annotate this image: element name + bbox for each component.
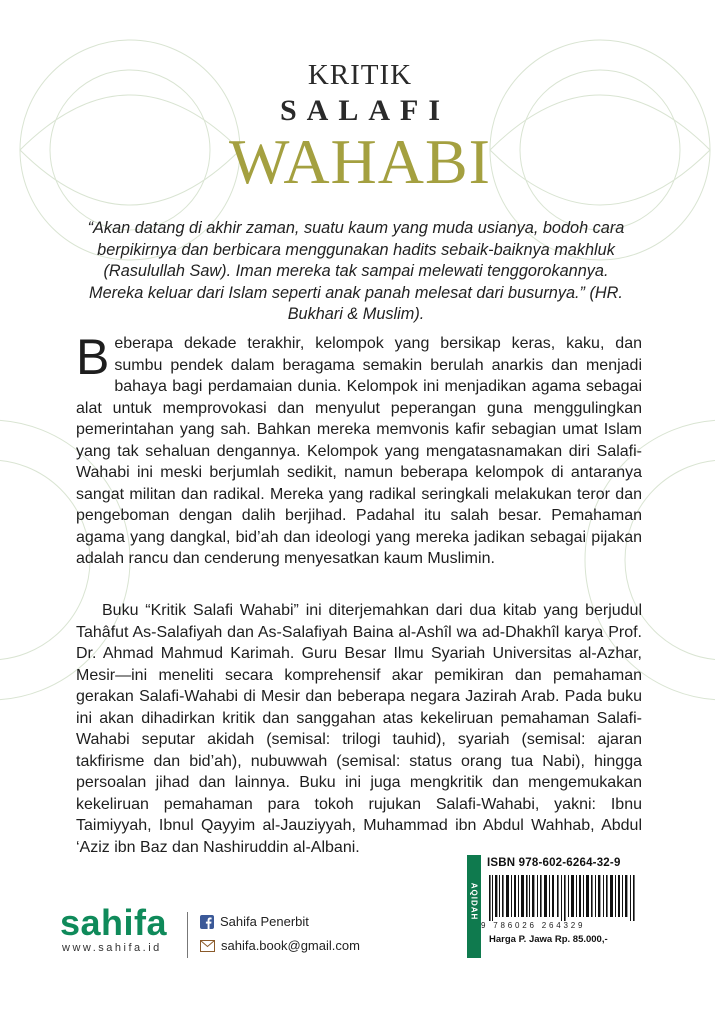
paragraph-1-text: eberapa dekade terakhir, kelompok yang bersikap keras, kaku, dan sumbu pendek dalam beragama semakin berulah anarkis dan menjadi bahaya bagi perdamaian dunia. Kelompok ini menjadikan agama sebagai alat untuk memprovokasi dan menyulut peperangan guna menggulingkan pemerintahan yang sah. Bahkan mereka memvonis kafir sebagian umat Islam yang tak sehaluan dengannya. Kelompok yang mengatasnamakan diri Salafi-Wahabi ini meski berjumlah sedikit, namun beberapa kelompok di antaranya sangat militan dan radikal. Mereka yang radikal seringkali melakukan teror dan pengeboman dengan dalih berjihad. Padahal itu salah besar. Pemahaman agama yang dangkal, bid’ah dan ideologi yang mereka jadikan sebagai pijakan adalah rancu dan cenderung menyesatkan kaum Muslimin. xyxy=(76,335,642,567)
hadith-quote: “Akan datang di akhir zaman, suatu kaum yang muda usianya, bodoh cara berpikirnya dan berbicara menggunakan hadits sebaik-baiknya makhluk (Rasulullah Saw). Iman mereka tak sampai melewati tenggorokannya. Mereka keluar dari Islam seperti anak panah melesat dari busurnya.” (HR. Bukhari & Muslim). xyxy=(87,219,625,323)
mail-icon xyxy=(200,940,215,952)
barcode-digits: 9 786026 264329 xyxy=(481,921,586,930)
paragraph-2: Buku “Kritik Salafi Wahabi” ini diterjemahkan dari dua kitab yang berjudul Tahâfut As-Salafiyah dan As-Salafiyah Baina al-Ashîl wa ad-Dhakhîl karya Prof. Dr. Ahmad Mahmud Karimah. Guru Besar Ilmu Syariah Universitas al-Azhar, Mesir—ini meneliti secara komprehensif akar pemikiran dan pemahaman gerakan Salafi-Wahabi di Mesir dan beberapa negara Jazirah Arab. Pada buku ini akan dihadirkan kritik dan sanggahan atas kekeliruan pemahaman Salafi-Wahabi seputar akidah (semisal: trilogi tauhid), syariah (semisal: ajaran takfirisme dan bid’ah), nubuwwah (semisal: status orang tua Nabi), hingga persoalan jihad dan lainnya. Buku ini juga mengkritik dan mengemukakan kekeliruan pemahaman para tokoh rujukan Salafi-Wahabi, yakni: Ibnu Taimiyyah, Ibnul Qayyim al-Jauziyyah, Muhammad ibn Abdul Wahhab, Abdul ‘Aziz ibn Baz dan Nashiruddin al-Albani. xyxy=(76,602,642,856)
logo-wordmark: sahifa xyxy=(60,902,168,943)
price-label: Harga P. Jawa Rp. 85.000,- xyxy=(489,934,608,945)
title-salafi: SALAFI xyxy=(279,94,451,127)
category-tab xyxy=(467,855,481,958)
facebook-icon xyxy=(200,915,214,929)
paragraph-1 xyxy=(76,329,642,570)
divider xyxy=(187,912,188,958)
facebook-name: Sahifa Penerbit xyxy=(220,914,309,929)
email-contact xyxy=(200,938,360,953)
facebook-contact xyxy=(200,914,309,929)
publisher-logo xyxy=(60,904,167,954)
email-address: sahifa.book@gmail.com xyxy=(221,938,360,953)
isbn-block xyxy=(467,855,645,958)
barcode-icon xyxy=(487,875,643,921)
publisher-url: www.sahifa.id xyxy=(62,942,162,954)
cover-title xyxy=(150,59,570,197)
isbn-number: ISBN 978-602-6264-32-9 xyxy=(487,857,621,869)
drop-cap: B xyxy=(76,329,110,385)
category-label: AQIDAH xyxy=(469,882,479,921)
title-wahabi: WAHABI xyxy=(229,126,491,197)
title-kritik: KRITIK xyxy=(307,59,413,91)
